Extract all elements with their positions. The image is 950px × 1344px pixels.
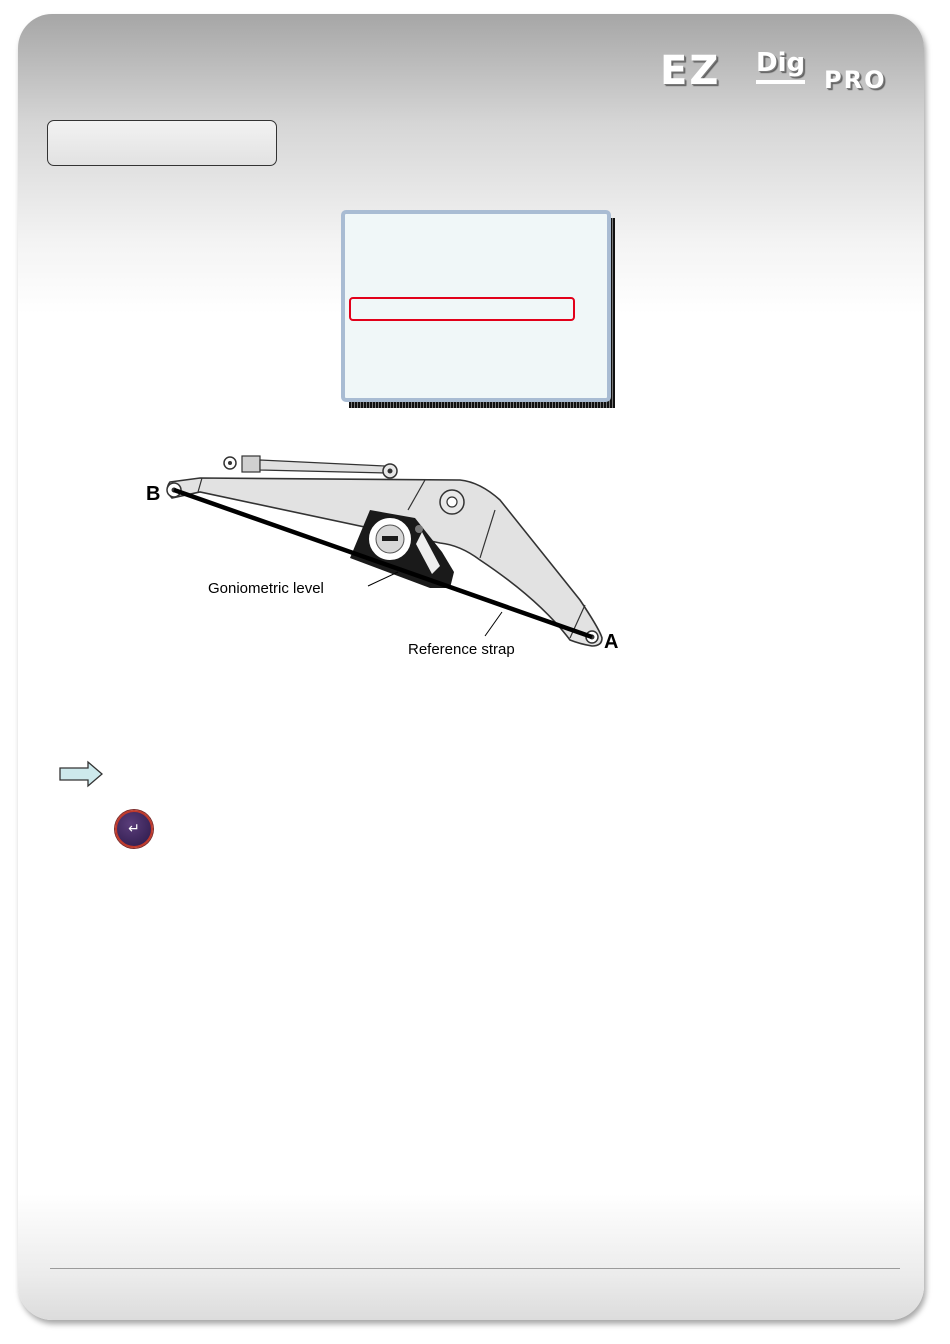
label-b: B [146, 483, 161, 505]
logo-dig: Dig [756, 46, 805, 84]
enter-icon[interactable] [115, 810, 153, 848]
label-a: A [604, 631, 619, 653]
enter-glyph: ↵ [128, 821, 140, 837]
goniometric-leader-line [368, 572, 398, 586]
label-reference-strap: Reference strap [408, 641, 515, 658]
label-goniometric-level: Goniometric level [208, 580, 324, 597]
section-title-box [47, 120, 277, 166]
footer-divider [50, 1268, 900, 1269]
logo-ez: EZ [660, 48, 721, 94]
ezdig-pro-logo [660, 48, 905, 100]
hydraulic-cylinder [224, 456, 397, 478]
boom-calibration-diagram [140, 440, 640, 670]
logo-pro: PRO [824, 66, 887, 94]
display-highlight-row [349, 297, 575, 321]
right-arrow-icon [58, 760, 106, 788]
strap-leader-line [485, 612, 502, 636]
